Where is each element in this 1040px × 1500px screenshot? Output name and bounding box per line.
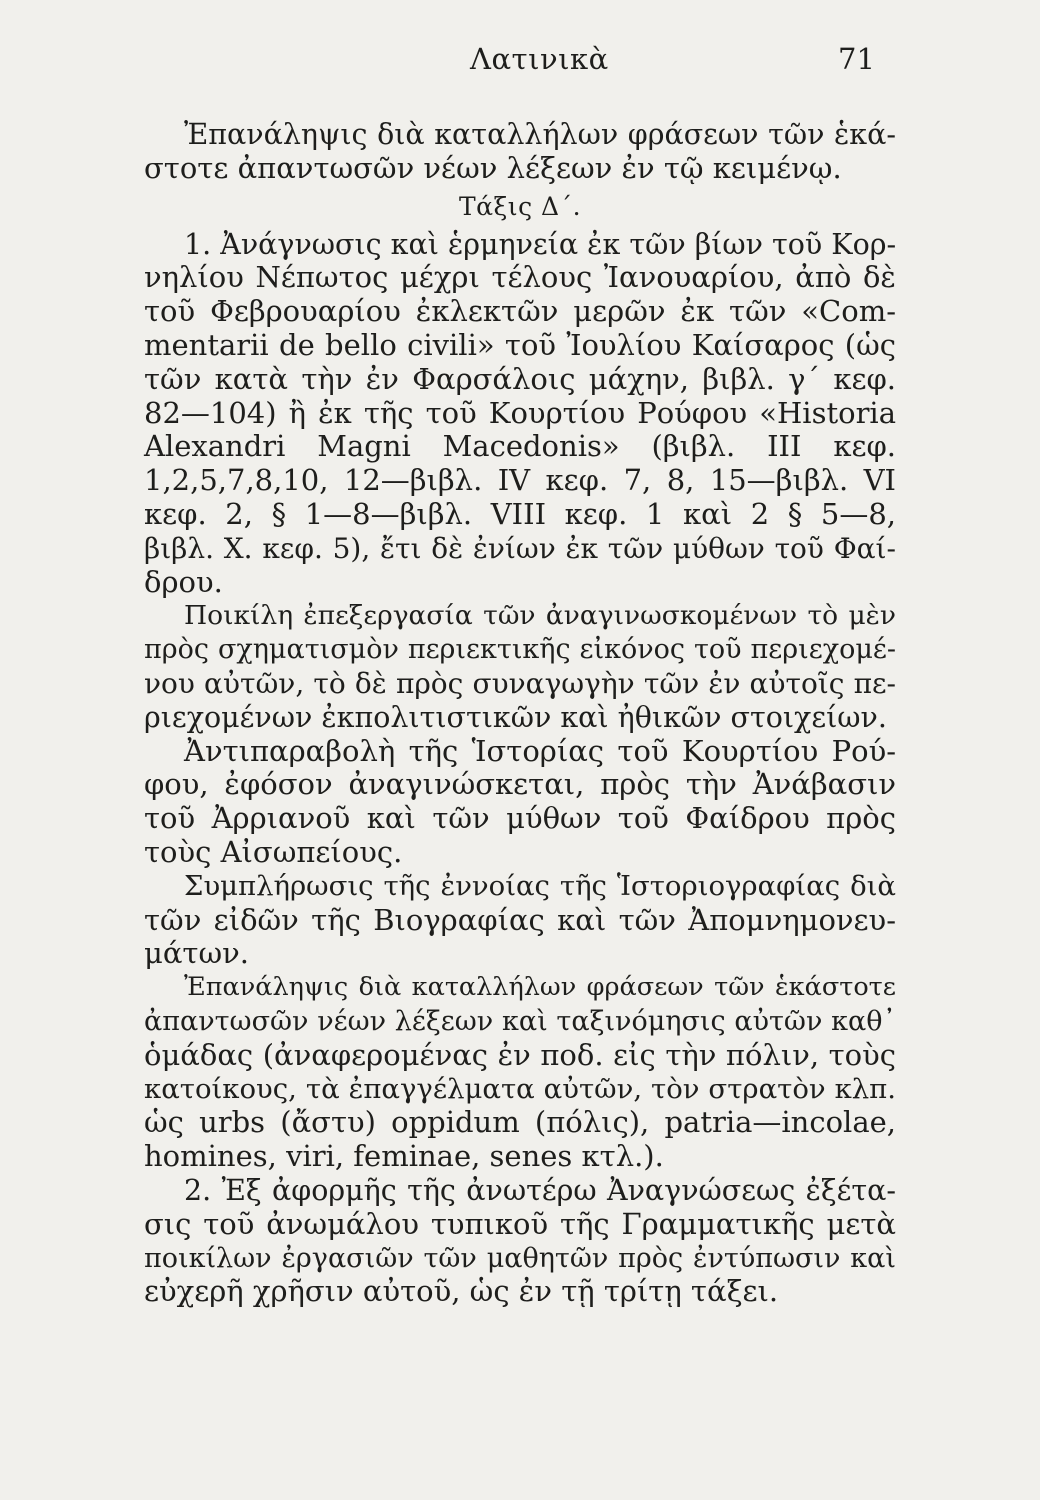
text-line: ὡς urbs (ἄστυ) oppidum (πόλις), patria—incolae, [144, 1105, 896, 1140]
text-line: 1. Ἀνάγνωσις καὶ ἑρμηνεία ἐκ τῶν βίων τοῦ Κορ- [184, 227, 897, 261]
poikili-paragraph [144, 599, 896, 734]
intro-paragraph [144, 118, 896, 186]
text-line: 82—104) ἢ ἐκ τῆς τοῦ Κουρτίου Ρούφου «Historia [144, 395, 896, 430]
text-line: κατοίκους, τὰ ἐπαγγέλματα αὐτῶν, τὸν στρατὸν κλπ. [144, 1072, 896, 1105]
text-line: ἀπαντωσῶν νέων λέξεων καὶ ταξινόμησις αὐτῶν καθ᾽ [144, 1005, 896, 1037]
antiparaboli-paragraph [144, 735, 896, 870]
text-line: Ἐπανάληψις διὰ καταλλήλων φράσεων τῶν ἑκάστοτε [184, 972, 896, 1003]
text-line: δρου. [144, 564, 223, 599]
page-header [0, 42, 1040, 82]
text-line: τοῦ Φεβρουαρίου ἐκλεκτῶν μερῶν ἐκ τῶν «Com- [144, 294, 896, 329]
item-2-paragraph [144, 1174, 896, 1309]
text-line: homines, viri, feminae, senes κτλ.). [144, 1139, 664, 1174]
text-line: Ποικίλη ἐπεξεργασία τῶν ἀναγινωσκομένων τὸ μὲν [184, 600, 896, 632]
text-line: τοῦ Ἀρριανοῦ καὶ τῶν μύθων τοῦ Φαίδρου πρὸς [144, 801, 896, 836]
text-line: πρὸς σχηματισμὸν περιεκτικῆς εἰκόνος τοῦ περιεχομέ- [144, 634, 896, 666]
body-text [144, 118, 896, 1309]
text-line: σις τοῦ ἀνωμάλου τυπικοῦ τῆς Γραμματικῆς μετὰ [144, 1206, 896, 1241]
text-line: ριεχομένων ἐκπολιτιστικῶν καὶ ἠθικῶν στοιχείων. [144, 700, 887, 734]
text-line: Alexandri Magni Macedonis» (βιβλ. III κεφ. [144, 429, 896, 464]
text-line: βιβλ. X. κεφ. 5), ἔτι δὲ ἐνίων ἐκ τῶν μύθων τοῦ Φαί- [144, 531, 896, 565]
text-line: νου αὐτῶν, τὸ δὲ πρὸς συναγωγὴν τῶν ἐν αὐτοῖς πε- [144, 666, 896, 700]
text-line: φου, ἐφόσον ἀναγινώσκεται, πρὸς τὴν Ἀνάβασιν [144, 767, 896, 802]
text-line: 1,2,5,7,8,10, 12—βιβλ. IV κεφ. 7, 8, 15—βιβλ. VI [144, 463, 896, 498]
epanalipsis-paragraph [144, 971, 896, 1174]
text-line: νηλίου Νέπωτος μέχρι τέλους Ἰανουαρίου, ἀπὸ δὲ [144, 260, 896, 295]
text-line: κεφ. 2, § 1—8—βιβλ. VIII κεφ. 1 καὶ 2 § 5—8, [144, 496, 896, 531]
text-line: Ἀντιπαραβολὴ τῆς Ἱστορίας τοῦ Κουρτίου Ρού- [184, 733, 896, 768]
text-line: ὁμάδας (ἀναφερομένας ἐν ποδ. εἰς τὴν πόλιν, τοὺς [144, 1037, 896, 1072]
page-number: 71 [838, 42, 875, 76]
text-line: 2. Ἐξ ἀφορμῆς τῆς ἀνωτέρω Ἀναγνώσεως ἐξέτα- [184, 1173, 896, 1207]
text-line: εὐχερῆ χρῆσιν αὐτοῦ, ὡς ἐν τῇ τρίτῃ τάξει. [144, 1274, 779, 1309]
text-line: mentarii de bello civili» τοῦ Ἰουλίου Καίσαρος (ὡς [144, 327, 896, 362]
symplirosis-paragraph [144, 870, 896, 971]
text-line: τῶν εἰδῶν τῆς Βιογραφίας καὶ τῶν Ἀπομνημονευ- [144, 902, 896, 937]
text-line: ποικίλων ἐργασιῶν τῶν μαθητῶν πρὸς ἐντύπωσιν καὶ [144, 1242, 896, 1274]
text-line: τοὺς Αἰσωπείους. [144, 834, 403, 869]
text-line: Ἐπανάληψις διὰ καταλλήλων φράσεων τῶν ἑκά- [184, 118, 896, 151]
text-line: τῶν κατὰ τὴν ἐν Φαρσάλοις μάχην, βιβλ. γ΄ κεφ. [144, 361, 896, 396]
section-heading: Τάξις Δ΄. [458, 191, 582, 221]
running-title: Λατινικὰ [470, 42, 609, 76]
text-line: στοτε ἀπαντωσῶν νέων λέξεων ἐν τῷ κειμένῳ. [144, 150, 842, 185]
text-line: Συμπλήρωσις τῆς ἐννοίας τῆς Ἱστοριογραφίας διὰ [184, 869, 896, 902]
item-1-paragraph [144, 228, 896, 600]
text-line: μάτων. [144, 936, 249, 971]
